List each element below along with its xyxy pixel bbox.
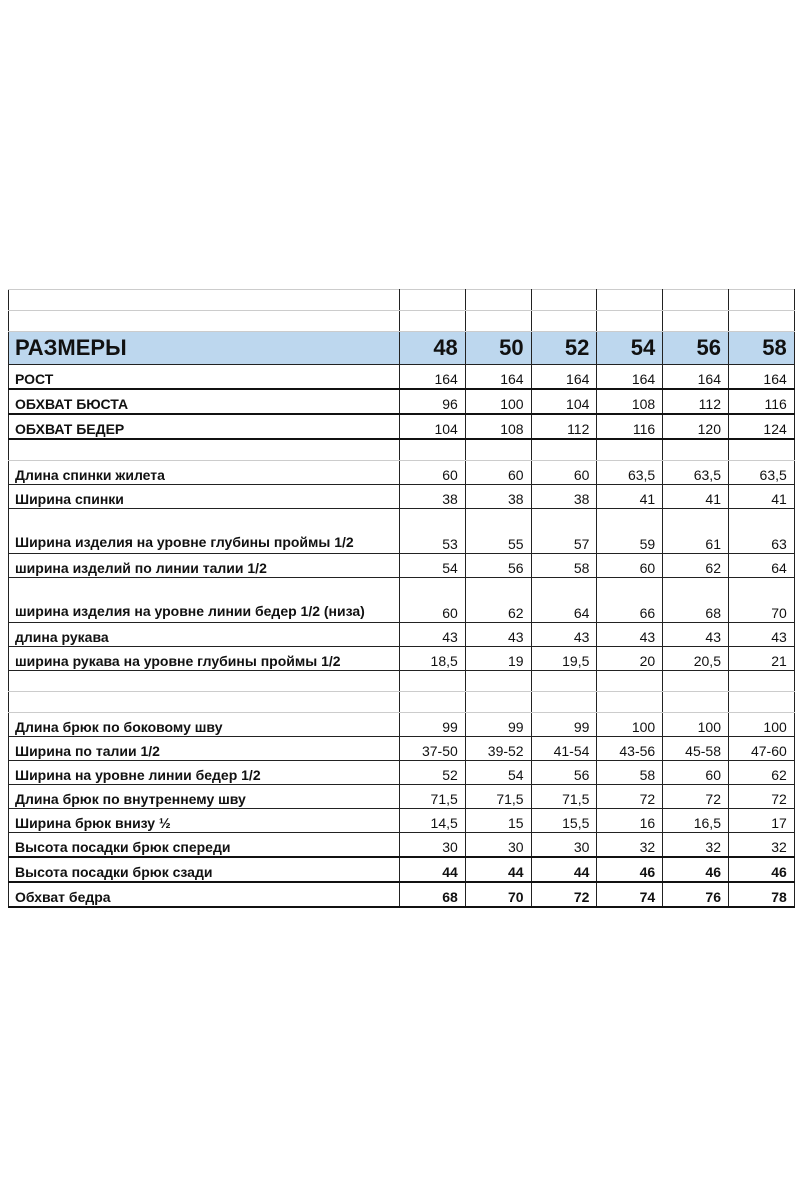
value-cell: 46: [597, 857, 663, 882]
empty-cell: [728, 671, 794, 692]
table-row: [9, 578, 795, 623]
value-cell: 99: [400, 713, 466, 737]
value-cell: 56: [465, 554, 531, 578]
value-cell: 32: [663, 833, 729, 858]
value-cell: 43: [531, 623, 597, 647]
size-header: 58: [728, 332, 794, 365]
value-cell: 57: [531, 509, 597, 554]
empty-cell: [465, 290, 531, 311]
value-cell: 59: [597, 509, 663, 554]
value-cell: 38: [465, 485, 531, 509]
row-label: ширина изделия на уровне линии бедер 1/2 (низа): [9, 578, 400, 623]
value-cell: 54: [400, 554, 466, 578]
row-label: Ширина на уровне линии бедер 1/2: [9, 761, 400, 785]
value-cell: 52: [400, 761, 466, 785]
value-cell: 19: [465, 647, 531, 671]
value-cell: 47-60: [728, 737, 794, 761]
value-cell: 46: [728, 857, 794, 882]
empty-cell: [663, 311, 729, 332]
size-table: [8, 289, 795, 908]
value-cell: 30: [400, 833, 466, 858]
value-cell: 104: [531, 389, 597, 414]
header-row: [9, 332, 795, 365]
value-cell: 100: [465, 389, 531, 414]
value-cell: 164: [663, 365, 729, 390]
value-cell: 17: [728, 809, 794, 833]
header-label: РАЗМЕРЫ: [9, 332, 400, 365]
table-row: [9, 857, 795, 882]
value-cell: 76: [663, 882, 729, 907]
value-cell: 20: [597, 647, 663, 671]
empty-cell: [728, 692, 794, 713]
empty-cell: [9, 439, 400, 461]
empty-cell: [531, 290, 597, 311]
value-cell: 18,5: [400, 647, 466, 671]
value-cell: 58: [531, 554, 597, 578]
row-label: ширина изделий по линии талии 1/2: [9, 554, 400, 578]
table-row: [9, 809, 795, 833]
empty-cell: [9, 290, 400, 311]
value-cell: 60: [531, 461, 597, 485]
value-cell: 72: [597, 785, 663, 809]
value-cell: 164: [465, 365, 531, 390]
value-cell: 100: [597, 713, 663, 737]
value-cell: 63,5: [597, 461, 663, 485]
table-row: [9, 623, 795, 647]
value-cell: 14,5: [400, 809, 466, 833]
table-row: [9, 509, 795, 554]
value-cell: 164: [531, 365, 597, 390]
value-cell: 43: [728, 623, 794, 647]
value-cell: 99: [531, 713, 597, 737]
value-cell: 56: [531, 761, 597, 785]
value-cell: 62: [728, 761, 794, 785]
value-cell: 30: [531, 833, 597, 858]
value-cell: 70: [728, 578, 794, 623]
value-cell: 68: [400, 882, 466, 907]
value-cell: 15,5: [531, 809, 597, 833]
value-cell: 71,5: [400, 785, 466, 809]
value-cell: 21: [728, 647, 794, 671]
empty-cell: [663, 671, 729, 692]
table-row: [9, 485, 795, 509]
value-cell: 41: [728, 485, 794, 509]
empty-cell: [663, 439, 729, 461]
row-label: ОБХВАТ БЕДЕР: [9, 414, 400, 439]
value-cell: 62: [663, 554, 729, 578]
value-cell: 44: [531, 857, 597, 882]
spacer-row: [9, 290, 795, 311]
table-row: [9, 882, 795, 907]
value-cell: 120: [663, 414, 729, 439]
value-cell: 60: [465, 461, 531, 485]
value-cell: 70: [465, 882, 531, 907]
row-label: Высота посадки брюк сзади: [9, 857, 400, 882]
value-cell: 20,5: [663, 647, 729, 671]
value-cell: 71,5: [531, 785, 597, 809]
value-cell: 60: [400, 578, 466, 623]
value-cell: 112: [663, 389, 729, 414]
table-row: [9, 833, 795, 858]
value-cell: 43: [400, 623, 466, 647]
value-cell: 54: [465, 761, 531, 785]
spacer-row: [9, 311, 795, 332]
empty-cell: [663, 692, 729, 713]
row-label: ширина рукава на уровне глубины проймы 1/2: [9, 647, 400, 671]
table-row: [9, 461, 795, 485]
value-cell: 74: [597, 882, 663, 907]
value-cell: 108: [597, 389, 663, 414]
value-cell: 43: [465, 623, 531, 647]
empty-cell: [9, 692, 400, 713]
value-cell: 164: [400, 365, 466, 390]
table-row: [9, 414, 795, 439]
value-cell: 15: [465, 809, 531, 833]
value-cell: 58: [597, 761, 663, 785]
empty-cell: [400, 290, 466, 311]
value-cell: 60: [663, 761, 729, 785]
value-cell: 164: [728, 365, 794, 390]
value-cell: 46: [663, 857, 729, 882]
value-cell: 43-56: [597, 737, 663, 761]
table-row: [9, 737, 795, 761]
spacer-row: [9, 692, 795, 713]
row-label: Ширина спинки: [9, 485, 400, 509]
value-cell: 37-50: [400, 737, 466, 761]
value-cell: 99: [465, 713, 531, 737]
value-cell: 60: [400, 461, 466, 485]
value-cell: 16,5: [663, 809, 729, 833]
value-cell: 78: [728, 882, 794, 907]
empty-cell: [728, 290, 794, 311]
row-label: Ширина изделия на уровне глубины проймы 1/2: [9, 509, 400, 554]
value-cell: 64: [728, 554, 794, 578]
row-label: Ширина по талии 1/2: [9, 737, 400, 761]
value-cell: 112: [531, 414, 597, 439]
row-label: Ширина брюк внизу ½: [9, 809, 400, 833]
empty-cell: [465, 311, 531, 332]
value-cell: 96: [400, 389, 466, 414]
row-label: Обхват бедра: [9, 882, 400, 907]
value-cell: 43: [663, 623, 729, 647]
value-cell: 63,5: [728, 461, 794, 485]
spacer-row: [9, 439, 795, 461]
size-header: 48: [400, 332, 466, 365]
empty-cell: [531, 671, 597, 692]
empty-cell: [465, 439, 531, 461]
table-row: [9, 554, 795, 578]
empty-cell: [531, 439, 597, 461]
size-header: 54: [597, 332, 663, 365]
table-row: [9, 647, 795, 671]
table-row: [9, 785, 795, 809]
table-row: [9, 365, 795, 390]
value-cell: 64: [531, 578, 597, 623]
empty-cell: [465, 692, 531, 713]
empty-cell: [597, 671, 663, 692]
value-cell: 41: [663, 485, 729, 509]
empty-cell: [597, 692, 663, 713]
value-cell: 32: [728, 833, 794, 858]
row-label: ОБХВАТ БЮСТА: [9, 389, 400, 414]
value-cell: 44: [400, 857, 466, 882]
value-cell: 41: [597, 485, 663, 509]
value-cell: 100: [663, 713, 729, 737]
row-label: длина рукава: [9, 623, 400, 647]
empty-cell: [465, 671, 531, 692]
value-cell: 72: [728, 785, 794, 809]
value-cell: 16: [597, 809, 663, 833]
empty-cell: [597, 290, 663, 311]
value-cell: 71,5: [465, 785, 531, 809]
value-cell: 124: [728, 414, 794, 439]
value-cell: 63,5: [663, 461, 729, 485]
empty-cell: [597, 439, 663, 461]
empty-cell: [597, 311, 663, 332]
value-cell: 62: [465, 578, 531, 623]
value-cell: 38: [400, 485, 466, 509]
value-cell: 61: [663, 509, 729, 554]
empty-cell: [400, 439, 466, 461]
value-cell: 55: [465, 509, 531, 554]
value-cell: 72: [663, 785, 729, 809]
value-cell: 32: [597, 833, 663, 858]
row-label: Длина спинки жилета: [9, 461, 400, 485]
row-label: Длина брюк по боковому шву: [9, 713, 400, 737]
empty-cell: [531, 692, 597, 713]
size-header: 52: [531, 332, 597, 365]
value-cell: 41-54: [531, 737, 597, 761]
value-cell: 38: [531, 485, 597, 509]
value-cell: 66: [597, 578, 663, 623]
value-cell: 116: [728, 389, 794, 414]
value-cell: 44: [465, 857, 531, 882]
table-row: [9, 389, 795, 414]
empty-cell: [400, 671, 466, 692]
row-label: РОСТ: [9, 365, 400, 390]
value-cell: 164: [597, 365, 663, 390]
empty-cell: [9, 671, 400, 692]
row-label: Длина брюк по внутреннему шву: [9, 785, 400, 809]
table-row: [9, 761, 795, 785]
value-cell: 39-52: [465, 737, 531, 761]
row-label: Высота посадки брюк спереди: [9, 833, 400, 858]
empty-cell: [728, 439, 794, 461]
value-cell: 43: [597, 623, 663, 647]
value-cell: 72: [531, 882, 597, 907]
empty-cell: [400, 692, 466, 713]
value-cell: 63: [728, 509, 794, 554]
empty-cell: [531, 311, 597, 332]
value-cell: 100: [728, 713, 794, 737]
value-cell: 19,5: [531, 647, 597, 671]
value-cell: 60: [597, 554, 663, 578]
empty-cell: [400, 311, 466, 332]
value-cell: 45-58: [663, 737, 729, 761]
size-header: 56: [663, 332, 729, 365]
empty-cell: [9, 311, 400, 332]
empty-cell: [663, 290, 729, 311]
spacer-row: [9, 671, 795, 692]
value-cell: 68: [663, 578, 729, 623]
table-row: [9, 713, 795, 737]
value-cell: 116: [597, 414, 663, 439]
value-cell: 30: [465, 833, 531, 858]
value-cell: 104: [400, 414, 466, 439]
value-cell: 53: [400, 509, 466, 554]
value-cell: 108: [465, 414, 531, 439]
empty-cell: [728, 311, 794, 332]
size-chart: [8, 289, 794, 908]
size-header: 50: [465, 332, 531, 365]
